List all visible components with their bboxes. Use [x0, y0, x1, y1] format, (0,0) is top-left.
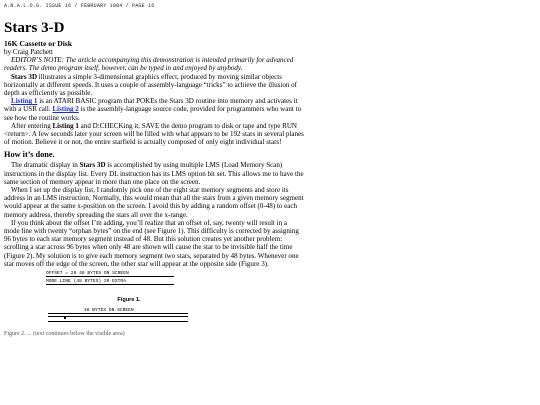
paragraph-listings — [4, 97, 304, 122]
article-subtitle: 16K Cassette or Disk — [4, 39, 72, 48]
figure2-rule-bottom — [48, 321, 188, 322]
figure1-rule-bottom — [46, 284, 174, 285]
figure1-caption: Figure 1. — [117, 297, 141, 304]
paragraph-instructions — [4, 122, 304, 147]
instructions-text-c: and D:CHECKing it, SAVE the demo program to disk or tape and type RUN <return>. A few seconds later your screen will be filled with what appears to be 192 stars in several planes of motion. Believe it or not, the entire starfield is actually composed of only eight individual stars! — [4, 121, 304, 147]
byline: by Craig Patchett — [4, 48, 53, 56]
figure1-modeline-row: MODE LINE (48 BYTES) 20 EXTRA — [46, 279, 126, 285]
listings-text-2: is the assembly-language source code, provided for programmers who want to see how the routine works. — [4, 105, 302, 122]
listing-1-link[interactable]: Listing 1 — [11, 97, 38, 106]
paragraph-display-list: When I set up the display list, I randomly pick one of the eight star memory segments and store its address in an LMS instruction. Normally, this would mean that all the stars from a given memory segment would appear at the same x-position on the screen. I avoid this by adding a random offset (0-48) to each memory address, thereby spreading the stars all over the x-range. — [4, 186, 304, 219]
section-heading: How it’s done. — [4, 150, 55, 160]
figure1-offset-row: OFFSET = 20 48 BYTES ON SCREEN — [46, 271, 129, 277]
listings-text-1: is an ATARI BASIC program that POKEs the Stars 3D routine into memory and activates it with a USR call. — [4, 97, 298, 114]
instructions-listing-ref: Listing 1 — [52, 121, 79, 130]
article-body — [4, 20, 304, 340]
lms-program-name: Stars 3D — [79, 161, 106, 170]
running-header: A.N.A.L.O.G. ISSUE 16 / FEBRUARY 1984 / PAGE 16 — [4, 3, 155, 9]
lms-text-a: The dramatic display in — [11, 161, 80, 170]
intro-text: illustrates a simple 3-dimensional graphics effect, produced by moving similar objects horizontally at different speeds. It uses a couple of assembly-language “tricks” to achieve the illusion of depth as efficiently as possible. — [4, 72, 298, 98]
figure2-label: 48 BYTES ON SCREEN — [84, 308, 134, 314]
paragraph-intro — [4, 73, 304, 98]
figure2-star-dot — [64, 317, 66, 319]
figures — [4, 270, 304, 340]
program-name: Stars 3D — [11, 72, 38, 81]
paragraph-offset: If you think about the offset I’m adding, you’ll realize that an offset of, say, twenty will result in a mode line with twenty “orphan bytes” on the end (see Figure 1). This difficulty is corrected by assigning 96 bytes to each star memory segment instead of 48. But this solution creates yet another problem: scrolling a star across 96 bytes when only 48 are shown will cause the star to be invisible half the time (Figure 2). My solution is to give each memory segment two stars, separated by 48 bytes. Whenever one star moves off the edge of the screen, the other star will appear at the opposite side (Figure 3). — [4, 218, 299, 268]
editor-note: EDITOR’S NOTE: The article accompanying this demonstration is intended primarily for advanced readers. The demo program itself, however, can be typed in and enjoyed by anybody. — [4, 56, 294, 73]
figure2-rule-top — [48, 313, 188, 314]
figure1-rule-top — [46, 276, 174, 277]
lms-text-c: is accomplished by using multiple LMS (Load Memory Scan) instructions in the display list. Every DL instruction has its LMS option bit set. This allows me to have the same section of memory appear in more than one place on the screen. — [4, 161, 304, 186]
instructions-text-a: After entering — [11, 121, 53, 130]
article-title: Stars 3-D — [4, 20, 65, 36]
paragraph-lms — [4, 161, 304, 186]
listing-2-link[interactable]: Listing 2 — [52, 105, 79, 114]
truncated-footer-text: Figure 2. ... (text continues below the visible area) — [4, 331, 125, 338]
figure2-rule-mid — [48, 316, 188, 317]
